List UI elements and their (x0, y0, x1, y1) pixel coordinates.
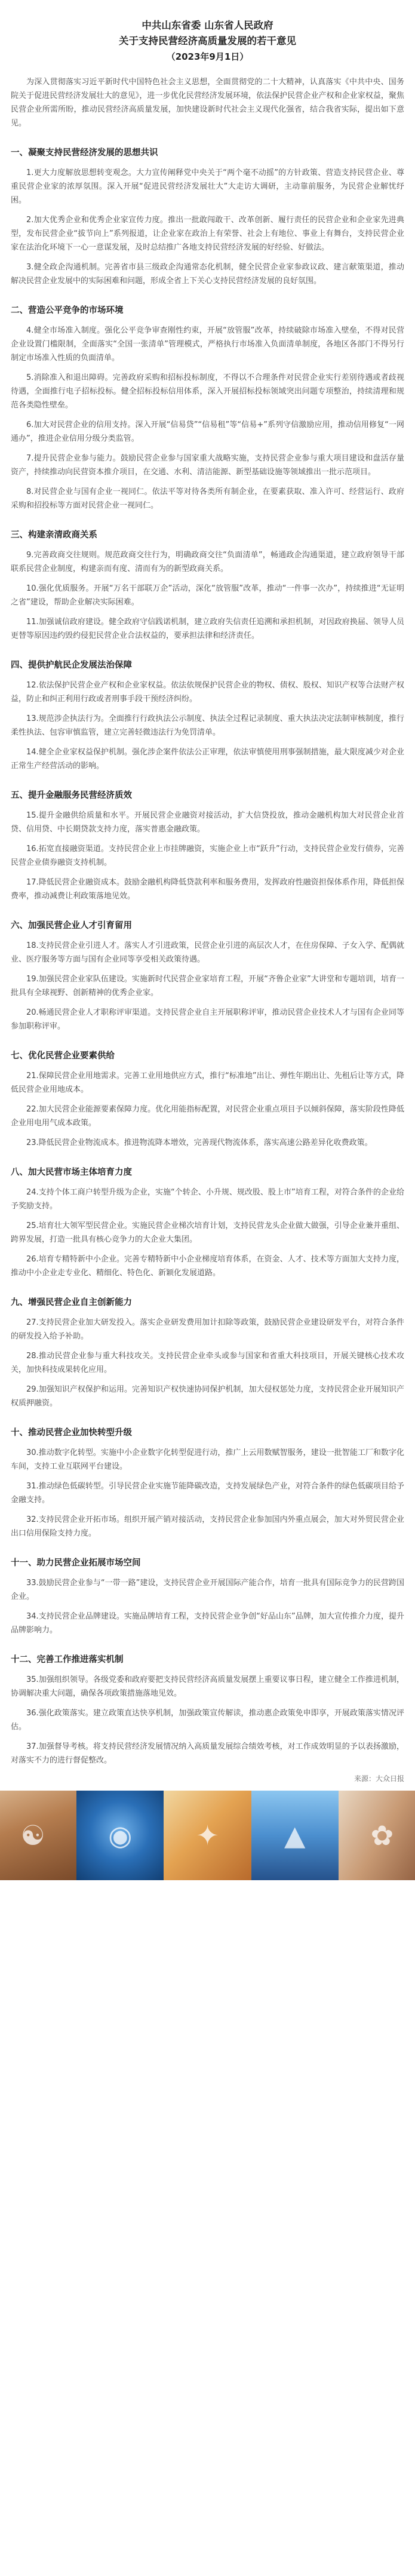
section-2 (11, 303, 404, 512)
section-paragraph: 16.拓宽直接融资渠道。支持民营企业上市挂牌融资，实施企业上市“跃升”行动，支持民营企业发行债券，完善民营企业债券融资支持机制。 (11, 845, 404, 867)
section-paragraph: 15.提升金融供给质量和水平。开展民营企业融资对接活动，扩大信贷投放，推动金融机构加大对民营企业首贷、信用贷、中长期贷款支持力度，落实普惠金融政策。 (11, 811, 404, 834)
banner-photo-4 (251, 1791, 339, 1880)
section-paragraph: 23.降低民营企业物流成本。推进物流降本增效，完善现代物流体系，落实高速公路差异化收费政策。 (26, 1138, 373, 1147)
section-title: 七、优化民营企业要素供给 (11, 1051, 115, 1061)
section-title: 六、加强民营企业人才引育留用 (11, 921, 132, 931)
section-3 (11, 528, 404, 643)
section-paragraph: 33.鼓励民营企业参与“一带一路”建设，支持民营企业开展国际产能合作，培育一批具有国际竞争力的民营跨国企业。 (11, 1579, 404, 1601)
section-paragraph: 29.加强知识产权保护和运用。完善知识产权快速协同保护机制，加大侵权惩处力度，支持民营企业开展知识产权质押融资。 (11, 1385, 404, 1408)
section-title: 十二、完善工作推进落实机制 (11, 1655, 124, 1665)
section-12 (11, 1653, 404, 1767)
section-5 (11, 788, 404, 903)
section-4 (11, 658, 404, 773)
teamwork-icon: ✦ (196, 1819, 219, 1852)
section-paragraph: 5.消除准入和退出障碍。完善政府采购和招标投标制度，不得以不合理条件对民营企业实行差别待遇或者歧视待遇，全面推行电子招标投标。健全招标投标信用体系，深入开展招标投标领域突出问题专项整治，持续清理和规范各类隐性壁垒。 (11, 373, 404, 410)
section-paragraph: 22.加大民营企业能源要素保障力度。优化用能指标配置，对民营企业重点项目予以倾斜保障，落实阶段性降低企业用电用气成本政策。 (11, 1105, 404, 1128)
section-paragraph: 30.推动数字化转型。实施中小企业数字化转型促进行动，推广上云用数赋智服务，建设一批智能工厂和数字化车间，支持工业互联网平台建设。 (11, 1448, 404, 1471)
section-paragraph: 18.支持民营企业引进人才。落实人才引进政策，民营企业引进的高层次人才，在住房保障、子女入学、配偶就业、医疗服务等方面与国有企业同等享受相关政策待遇。 (11, 941, 404, 964)
source-credit: 来源：大众日报 (353, 1774, 404, 1783)
banner-photo-5 (339, 1791, 415, 1880)
intro-paragraph: 为深入贯彻落实习近平新时代中国特色社会主义思想，全面贯彻党的二十大精神，认真落实《中共中央、国务院关于促进民营经济发展壮大的意见》，进一步优化民营经济发展环境，依法保护民营企业产权和企业家权益，聚焦民营企业所需所盼，推动民营经济高质量发展，加快建设新时代社会主义现代化强省，结合我省实际，提出如下意见。 (11, 78, 404, 128)
section-paragraph: 7.提升民营企业参与能力。鼓励民营企业参与国家重大战略实施，支持民营企业参与重大项目建设和盘活存量资产，持续推动向民营资本推介项目，在交通、水利、清洁能源、新型基础设施等领域推出一批示范项目。 (11, 454, 404, 477)
section-paragraph: 31.推动绿色低碳转型。引导民营企业实施节能降碳改造，支持发展绿色产业，对符合条件的绿色低碳项目给予金融支持。 (11, 1482, 404, 1505)
banner-photo-3 (164, 1791, 251, 1880)
section-title: 十、推动民营企业加快转型升级 (11, 1428, 132, 1438)
section-paragraph: 10.强化优质服务。开展“万名干部联万企”活动，深化“放管服”改革，推动“一件事一次办”，持续推进“无证明之省”建设，帮助企业解决实际困难。 (11, 584, 404, 607)
section-paragraph: 3.健全政企沟通机制。完善省市县三级政企沟通常态化机制，健全民营企业家参政议政、建言献策渠道，推动解决民营企业发展中的实际困难和问题，形成全省上下关心支持民营经济发展的良好氛围。 (11, 263, 404, 285)
document-title-line1: 中共山东省委 山东省人民政府 (142, 20, 273, 31)
section-paragraph: 17.降低民营企业融资成本。鼓励金融机构降低贷款利率和服务费用，发挥政府性融资担保体系作用，降低担保费率，推动减费让利政策落地见效。 (11, 878, 404, 901)
growth-icon: ▲ (284, 1819, 306, 1852)
hands-icon: ✿ (370, 1819, 394, 1852)
section-paragraph: 6.加大对民营企业的信用支持。深入开展“信易贷”“信易租”等“信易+”系列守信激励应用，推动信用修复“一网通办”，推进企业信用分级分类监管。 (11, 420, 404, 443)
section-title: 三、构建亲清政商关系 (11, 530, 97, 540)
section-paragraph: 13.规范涉企执法行为。全面推行行政执法公示制度、执法全过程记录制度、重大执法决定法制审核制度，推行柔性执法、包容审慎监管，建立完善轻微违法行为免罚清单。 (11, 714, 404, 737)
section-title: 四、提供护航民企发展法治保障 (11, 661, 132, 670)
document-header (11, 0, 404, 65)
section-1 (11, 146, 404, 288)
section-9 (11, 1295, 404, 1410)
section-paragraph: 8.对民营企业与国有企业一视同仁。依法平等对待各类所有制企业，在要素获取、准入许可、经营运行、政府采购和招投标等方面对民营企业一视同仁。 (11, 487, 404, 510)
sections-container (11, 146, 404, 1767)
section-6 (11, 919, 404, 1033)
section-paragraph: 9.完善政商交往规则。规范政商交往行为，明确政商交往“负面清单”，畅通政企沟通渠道，建立政府领导干部联系民营企业制度，构建亲而有度、清而有为的新型政商关系。 (11, 551, 404, 573)
section-paragraph: 27.支持民营企业加大研发投入。落实企业研发费用加计扣除等政策，鼓励民营企业建设研发平台，对符合条件的研发投入给予补助。 (11, 1318, 404, 1341)
section-paragraph: 35.加强组织领导。各级党委和政府要把支持民营经济高质量发展摆上重要议事日程，建立健全工作推进机制，协调解决重大问题，确保各项政策措施落地见效。 (11, 1675, 404, 1698)
section-title: 九、增强民营企业自主创新能力 (11, 1298, 132, 1307)
section-paragraph: 14.健全企业家权益保护机制。强化涉企案件依法公正审理，依法审慎使用刑事强制措施，最大限度减少对企业正常生产经营活动的影响。 (11, 748, 404, 770)
section-paragraph: 25.培育壮大领军型民营企业。实施民营企业梯次培育计划，支持民营龙头企业做大做强，引导企业兼并重组、跨界发展，打造一批具有核心竞争力的大企业大集团。 (11, 1221, 404, 1244)
section-paragraph: 34.支持民营企业品牌建设。实施品牌培育工程，支持民营企业争创“好品山东”品牌，加大宣传推介力度，提升品牌影响力。 (11, 1612, 404, 1635)
section-paragraph: 21.保障民营企业用地需求。完善工业用地供应方式，推行“标准地”出让、弹性年期出让、先租后让等方式，降低民营企业用地成本。 (11, 1071, 404, 1094)
section-10 (11, 1426, 404, 1540)
section-paragraph: 26.培育专精特新中小企业。完善专精特新中小企业梯度培育体系，在资金、人才、技术等方面加大支持力度，推动中小企业走专业化、精细化、特色化、新颖化发展道路。 (11, 1255, 404, 1278)
document-date: （2023年9月1日） (166, 51, 249, 62)
section-paragraph: 32.支持民营企业开拓市场。组织开展产销对接活动，支持民营企业参加国内外重点展会，加大对外贸民营企业出口信用保险支持力度。 (11, 1515, 404, 1538)
globe-icon: ◉ (108, 1819, 133, 1852)
footer-banner (0, 1791, 415, 1880)
section-paragraph: 4.健全市场准入制度。强化公平竞争审查刚性约束，开展“放管服”改革，持续破除市场准入壁垒，不得对民营企业设置门槛限制，全面落实“全国一张清单”管理模式，严格执行市场准入负面清单制度，各地区各部门不得另行制定市场准入性质的负面清单。 (11, 326, 404, 363)
section-11 (11, 1556, 404, 1637)
section-paragraph: 12.依法保护民营企业产权和企业家权益。依法依规保护民营企业的物权、债权、股权、知识产权等合法财产权益，防止和纠正利用行政或者刑事手段干预经济纠纷。 (11, 681, 404, 704)
section-title: 十一、助力民营企业拓展市场空间 (11, 1558, 141, 1568)
section-paragraph: 24.支持个体工商户转型升级为企业，实施“个转企、小升规、规改股、股上市”培育工程，对符合条件的企业给予奖励支持。 (11, 1188, 404, 1211)
section-paragraph: 1.更大力度解放思想转变观念。大力宣传阐释党中央关于“两个毫不动摇”的方针政策、营造支持民营企业、尊重民营企业家的浓厚氛围。深入开展“促进民营经济发展壮大”大走访大调研，主动靠前服务，为民营企业解忧纾困。 (11, 168, 404, 205)
section-paragraph: 28.推动民营企业参与重大科技攻关。支持民营企业牵头或参与国家和省重大科技项目，开展关键核心技术攻关，加快科技成果转化应用。 (11, 1352, 404, 1374)
intro-block (11, 75, 404, 130)
section-paragraph: 36.强化政策落实。建立政策直达快享机制，加强政策宣传解读，推动惠企政策免申即享，开展政策落实情况评估。 (11, 1709, 404, 1731)
section-title: 五、提升金融服务民营经济质效 (11, 791, 132, 800)
section-title: 一、凝聚支持民营经济发展的思想共识 (11, 148, 158, 158)
section-paragraph: 2.加大优秀企业和优秀企业家宣传力度。推出一批敢闯敢干、改革创新、履行责任的民营企业和企业家先进典型，发布民营企业“拔节向上”系列报道，让企业家在政治上有荣誉、社会上有地位、事业上有舞台，支持民营企业家在法治化环境下一心一意谋发展，及时总结推广各地支持民营经济发展的好经验、好做法。 (11, 216, 404, 252)
banner-photo-2 (76, 1791, 164, 1880)
section-7 (11, 1049, 404, 1150)
section-title: 二、营造公平竞争的市场环境 (11, 306, 124, 315)
section-paragraph: 20.畅通民营企业人才职称评审渠道。支持民营企业自主开展职称评审，推动民营企业技术人才与国有企业同等参加职称评审。 (11, 1008, 404, 1031)
document-title-line2: 关于支持民营经济高质量发展的若干意见 (119, 35, 296, 47)
banner-photo-1 (0, 1791, 76, 1880)
section-paragraph: 11.加强诚信政府建设。健全政府守信践诺机制，建立政府失信责任追溯和承担机制，对因政府换届、领导人员更替等原因违约毁约侵犯民营企业合法权益的，要承担法律和经济责任。 (11, 618, 404, 640)
section-paragraph: 19.加强民营企业家队伍建设。实施新时代民营企业家培育工程，开展“齐鲁企业家”大讲堂和专题培训，培育一批具有全球视野、创新精神的优秀企业家。 (11, 975, 404, 997)
section-paragraph: 37.加强督导考核。将支持民营经济发展情况纳入高质量发展综合绩效考核，对工作成效明显的予以表扬激励，对落实不力的进行督促整改。 (11, 1742, 404, 1765)
handshake-icon: ☯ (20, 1819, 45, 1852)
section-8 (11, 1165, 404, 1280)
section-title: 八、加大民营市场主体培育力度 (11, 1168, 132, 1177)
